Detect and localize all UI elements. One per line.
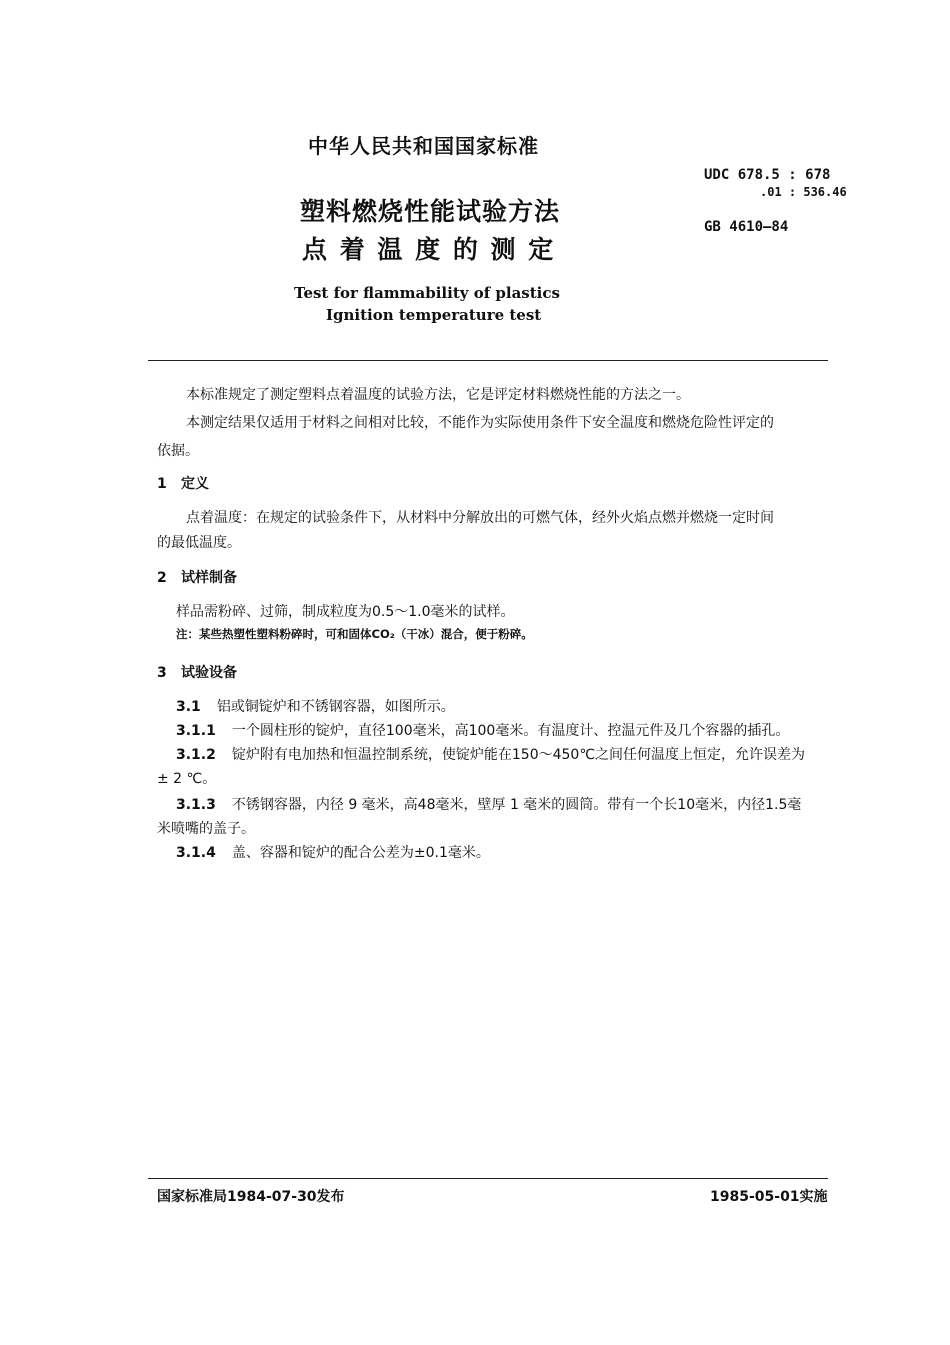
title-en-line1: Test for flammability of plastics [294, 284, 560, 302]
section-2-note: 注：某些热塑性塑料粉碎时，可和固体CO₂（干冰）混合，便于粉碎。 [176, 627, 533, 641]
section-1-title: 定义 [181, 476, 209, 492]
section-3-heading [157, 658, 237, 688]
clause-3-1-3-continuation: 米喷嘴的盖子。 [157, 821, 255, 837]
issued-date: 国家标准局1984-07-30发布 [157, 1189, 345, 1205]
section-2-title: 试样制备 [181, 570, 237, 586]
section-1-text-line1: 点着温度：在规定的试验条件下，从材料中分解放出的可燃气体，经外火焰点燃并燃烧一定时间 [186, 510, 774, 526]
section-2-text: 样品需粉碎、过筛，制成粒度为0.5～1.0毫米的试样。 [176, 604, 515, 620]
footer-divider [148, 1178, 828, 1179]
clause-number: 3.1 [176, 699, 201, 715]
clause-3-1-4 [176, 838, 490, 868]
clause-number: 3.1.4 [176, 845, 216, 861]
gb-number: GB 4610—84 [704, 219, 789, 235]
clause-number: 3.1.1 [176, 723, 216, 739]
section-1-heading [157, 469, 209, 499]
udc-code-line2: .01 : 536.46 [760, 185, 847, 199]
intro-paragraph-2-line1: 本测定结果仅适用于材料之间相对比较，不能作为实际使用条件下安全温度和燃烧危险性评定的 [186, 415, 774, 431]
section-1-text-line2: 的最低温度。 [157, 535, 241, 551]
clause-number: 3.1.2 [176, 747, 216, 763]
intro-paragraph-1: 本标准规定了测定塑料点着温度的试验方法，它是评定材料燃烧性能的方法之一。 [186, 387, 690, 403]
clause-text: 盖、容器和锭炉的配合公差为±0.1毫米。 [231, 845, 490, 861]
section-3-title: 试验设备 [181, 665, 237, 681]
header-divider [148, 360, 828, 361]
clause-3-1-3 [176, 790, 801, 820]
section-1-number: 1 [157, 476, 167, 492]
intro-paragraph-2-line2: 依据。 [157, 443, 199, 459]
issuing-org: 中华人民共和国国家标准 [308, 134, 539, 158]
clause-text: 铝或铜锭炉和不锈钢容器，如图所示。 [216, 699, 455, 715]
clause-3-1-2-continuation: ± 2 ℃。 [157, 771, 217, 787]
clause-text: 不锈钢容器，内径 9 毫米，高48毫米，壁厚 1 毫米的圆筒。带有一个长10毫米，内径1.5毫 [231, 797, 802, 813]
clause-text: 一个圆柱形的锭炉，直径100毫米，高100毫米。有温度计、控温元件及几个容器的插孔。 [231, 723, 790, 739]
section-2-number: 2 [157, 570, 167, 586]
title-zh-line1: 塑料燃烧性能试验方法 [300, 197, 561, 226]
clause-text: 锭炉附有电加热和恒温控制系统，使锭炉能在150～450℃之间任何温度上恒定，允许误差为 [231, 747, 806, 763]
section-2-heading [157, 563, 237, 593]
effective-date: 1985-05-01实施 [710, 1189, 828, 1205]
udc-code-line1: UDC 678.5 : 678 [704, 167, 831, 183]
title-zh-line2: 点 着 温 度 的 测 定 [302, 235, 556, 264]
title-en-line2: Ignition temperature test [326, 306, 542, 324]
clause-number: 3.1.3 [176, 797, 216, 813]
section-3-number: 3 [157, 665, 167, 681]
clause-3-1-2 [176, 740, 805, 770]
